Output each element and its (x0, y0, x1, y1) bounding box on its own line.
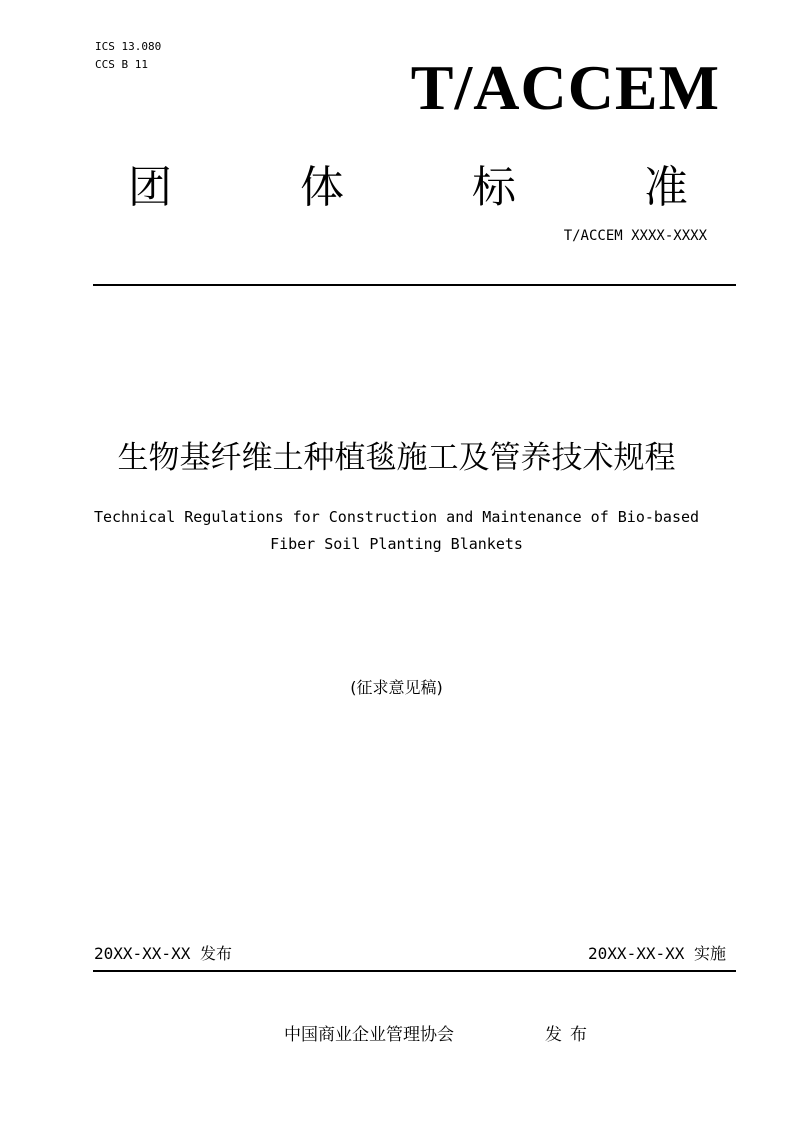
publisher-name: 中国商业企业管理协会 (284, 1025, 454, 1045)
implementation-date: 20XX-XX-XX 实施 (588, 944, 726, 963)
organization-logo-text: T/ACCEM (410, 52, 720, 123)
ccs-code: CCS B 11 (95, 58, 148, 71)
document-title-english-line1: Technical Regulations for Construction and Maintenance of Bio-based (93, 508, 700, 526)
standard-type-char: 准 (644, 162, 688, 213)
standard-type-char: 团 (128, 162, 172, 213)
standard-type-char: 标 (472, 162, 516, 213)
issue-date: 20XX-XX-XX 发布 (94, 944, 232, 963)
standard-number: T/ACCEM XXXX-XXXX (563, 228, 707, 244)
standard-type-heading (128, 158, 688, 218)
publish-label: 发布 (545, 1025, 595, 1045)
standard-type-char: 体 (300, 162, 344, 213)
document-title-english-line2: Fiber Soil Planting Blankets (270, 535, 523, 553)
ics-code: ICS 13.080 (95, 40, 162, 53)
draft-status: (征求意见稿) (350, 678, 443, 697)
footer-divider (93, 970, 736, 972)
document-title-chinese: 生物基纤维土种植毯施工及管养技术规程 (117, 440, 676, 476)
header-divider (93, 284, 736, 286)
